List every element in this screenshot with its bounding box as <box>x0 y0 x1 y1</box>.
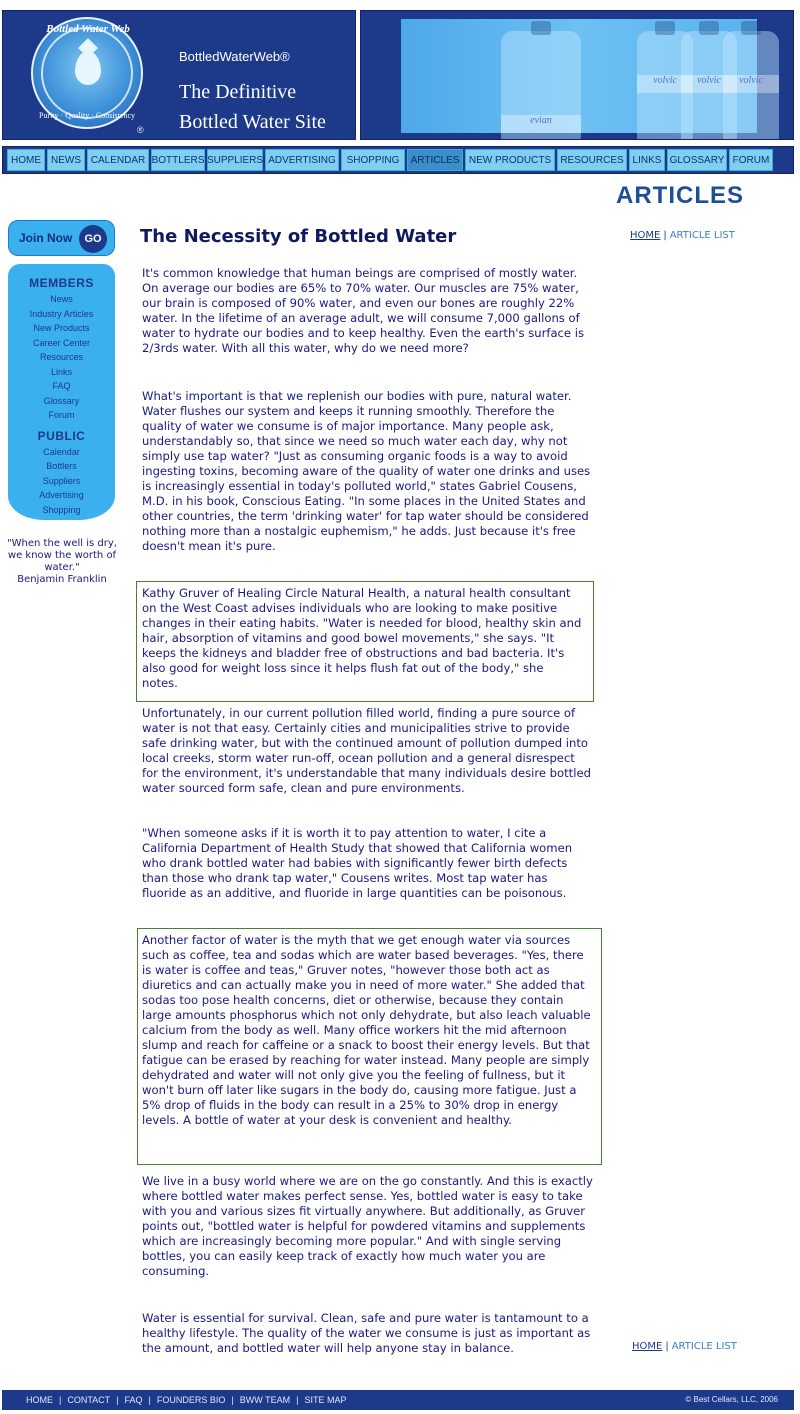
article-paragraph: "When someone asks if it is worth it to pay attention to water, I cite a California Department of Health Study that showed that California women who drank bottled water had babies with significantly fewer birth defects than those who drank tap water," Cousens writes. Most tap water has fluoride as an additive, and fluoride in large quantities can be poisonous. <box>142 826 573 900</box>
footer-separator: | <box>59 1395 62 1405</box>
hero-image-water-bottles <box>401 19 763 133</box>
quote-line: water." <box>44 562 80 573</box>
sidebar-item-suppliers[interactable]: Suppliers <box>42 475 81 486</box>
site-name: BottledWaterWeb® <box>179 49 290 64</box>
bottle-label: volvic <box>723 75 779 93</box>
site-tagline <box>179 77 326 137</box>
footer-separator: | <box>148 1395 151 1405</box>
footer-link-faq[interactable]: FAQ <box>124 1395 143 1405</box>
bottle-label: volvic <box>637 75 693 93</box>
breadcrumb-separator: | <box>663 230 667 241</box>
quote-line: "When the well is dry, <box>7 538 117 549</box>
logo-text-bottom: Purity · Quality · Consistency <box>39 111 135 120</box>
header-branding-panel <box>2 10 356 140</box>
nav-new-products[interactable]: NEW PRODUCTS <box>465 149 555 171</box>
section-title: ARTICLES <box>616 182 744 209</box>
site-header <box>0 0 800 143</box>
article-title: The Necessity of Bottled Water <box>140 226 457 247</box>
sidebar-item-new-products[interactable]: New Products <box>33 323 90 333</box>
bottle-image <box>501 31 581 140</box>
header-hero-panel <box>360 10 794 140</box>
nav-forum[interactable]: FORUM <box>729 149 773 171</box>
members-heading: MEMBERS <box>29 276 94 290</box>
article-paragraph: Another factor of water is the myth that we get enough water via sources such as coffee, tea and sodas which are water based beverages. "Yes, there is water is coffee and teas," Gruver notes, "however those both act as diuretics and can actually make you in need of more water." She added that sodas too pose health concerns, diet or otherwise, because they contain large amounts phosphorus which not only dehydrate, but also leach valuable calcium from the body as well. Many office workers hit the mid afternoon slump and reach for caffeine or a snack to boost their energy levels. But that fatigue can be erased by reaching for water instead. Many people are simply dehydrated and water will not only give you the feeling of fullness, but it won't burn off later like sugars in the body do, causing more fatigue. Just a 5% drop of fluids in the body can result in a 25% to 30% drop in energy levels. A bottle of water at your desk is convenient and healthy. <box>142 933 591 1127</box>
breadcrumb-separator: | <box>665 1341 669 1352</box>
sidebar-item-faq[interactable]: FAQ <box>52 381 71 391</box>
article-paragraph: We live in a busy world where we are on the go constantly. And this is exactly where bottled water makes perfect sense. Yes, bottled water is easy to take with you and various sizes fit virtually anywhere. But additionally, as Gruver points out, "bottled water is helpful for powdered vitamins and supplements which are increasingly becoming more popular." And with single serving bottles, you can easily keep track of exactly how much water you are consuming. <box>142 1174 593 1278</box>
sidebar-item-calendar[interactable]: Calendar <box>43 446 80 457</box>
sidebar-item-bottlers[interactable]: Bottlers <box>46 461 77 471</box>
breadcrumb-home-link[interactable]: HOME <box>630 230 661 241</box>
footer-separator: | <box>116 1395 119 1405</box>
bottle-cap <box>531 21 551 35</box>
nav-advertising[interactable]: ADVERTISING <box>265 149 339 171</box>
nav-links[interactable]: LINKS <box>629 149 665 171</box>
quote-line: we know the worth of <box>7 550 117 561</box>
sidebar-menu <box>8 264 115 520</box>
nav-home[interactable]: HOME <box>7 149 45 171</box>
sidebar-item-shopping[interactable]: Shopping <box>42 504 81 515</box>
tagline-line2: Bottled Water Site <box>179 111 326 133</box>
quote-author: Benjamin Franklin <box>17 574 107 585</box>
sidebar-item-news[interactable]: News <box>50 294 73 304</box>
logo-registered-mark: ® <box>137 125 144 135</box>
bottle-image <box>723 31 779 140</box>
footer-link-site-map[interactable]: SITE MAP <box>304 1395 347 1405</box>
footer-link-bww-team[interactable]: BWW TEAM <box>239 1395 291 1405</box>
nav-suppliers[interactable]: SUPPLIERS <box>207 149 263 171</box>
sidebar-item-advertising[interactable]: Advertising <box>39 490 84 500</box>
nav-bottlers[interactable]: BOTTLERS <box>151 149 205 171</box>
sidebar-item-industry-articles[interactable]: Industry Articles <box>29 308 94 319</box>
go-button[interactable]: GO <box>79 225 107 253</box>
sidebar-item-links[interactable]: Links <box>50 366 72 377</box>
article-paragraph: Kathy Gruver of Healing Circle Natural Health, a natural health consultant on the West Coast advises individuals who are looking to make positive changes in their eating habits. "Water is needed for blood, healthy skin and hair, absorption of vitamins and good bowel movements," she says. "It keeps the kidneys and bladder free of obstructions and bad bacteria. It's also good for weight loss since it helps flush fat out of the body," she notes. <box>142 586 582 690</box>
sidebar-item-forum[interactable]: Forum <box>48 410 75 420</box>
sidebar-quote <box>2 538 122 586</box>
footer-separator: | <box>231 1395 234 1405</box>
bottle-label: evian <box>501 115 581 133</box>
breadcrumb-article-list-link[interactable]: ARTICLE LIST <box>669 230 735 241</box>
article-paragraph: What's important is that we replenish our bodies with pure, natural water. Water flushes our system and keeps it running smoothly. Therefore the quality of water we consume is of major importance. Many people ask, understandably so, that since we need so much water each day, why not simply use tap water? "Just as consuming organic foods is a way to avoid ingesting toxins, becoming aware of the quality of water one drinks and uses is increasingly essential in today's polluted world," states Gabriel Cousens, M.D. in his book, Conscious Eating. "In some places in the United States and other countries, the term 'drinking water' for tap water should be considered nothing more than a nostalgic euphemism," he adds. Just because it's free doesn't mean it's pure. <box>142 389 591 553</box>
nav-shopping[interactable]: SHOPPING <box>341 149 405 171</box>
footer-link-home[interactable]: HOME <box>26 1395 53 1405</box>
breadcrumb-home-link[interactable]: HOME <box>632 1341 663 1352</box>
article-paragraph: Unfortunately, in our current pollution filled world, finding a pure source of water is not that easy. Certainly cities and municipalities strive to provide safe drinking water, but with the continued amount of pollution dumped into local creeks, storm water run-off, ocean pollution and a general disrespect for the environment, it's understandable that many individuals desire bottled water sourced form safe, clean and pure environments. <box>142 706 591 795</box>
logo-text-top: Bottled Water Web <box>46 23 130 35</box>
copyright-notice: © Best Cellars, LLC, 2006 <box>685 1395 778 1404</box>
public-heading: PUBLIC <box>37 428 86 443</box>
tagline-line1: The Definitive <box>179 81 297 103</box>
water-drop-icon <box>75 51 101 85</box>
sidebar-item-career-center[interactable]: Career Center <box>32 337 91 348</box>
article-paragraph: It's common knowledge that human beings are comprised of mostly water. On average our bodies are 65% to 70% water. Our muscles are 75% water, our brain is composed of 90% water, and even our bones are roughly 22% water. In the lifetime of an average adult, we will consume 7,000 gallons of water to hydrate our bodies and to keep healthy. Even the earth's surface is 2/3rds water. With all this water, why do we need more? <box>142 266 585 355</box>
footer-separator: | <box>296 1395 299 1405</box>
join-now-button[interactable] <box>8 220 115 256</box>
nav-calendar[interactable]: CALENDAR <box>87 149 149 171</box>
main-nav <box>2 146 794 174</box>
nav-glossary[interactable]: GLOSSARY <box>667 149 727 171</box>
sidebar-item-glossary[interactable]: Glossary <box>43 395 80 406</box>
breadcrumb <box>630 230 735 241</box>
footer-link-founders-bio[interactable]: FOUNDERS BIO <box>156 1395 226 1405</box>
site-footer <box>2 1390 794 1410</box>
bottle-label: volvic <box>681 75 737 93</box>
nav-resources[interactable]: RESOURCES <box>557 149 627 171</box>
nav-news[interactable]: NEWS <box>47 149 85 171</box>
footer-link-contact[interactable]: CONTACT <box>67 1395 111 1405</box>
sidebar-item-resources[interactable]: Resources <box>39 352 84 362</box>
join-now-label: Join Now <box>19 231 73 245</box>
article-paragraph: Water is essential for survival. Clean, safe and pure water is tantamount to a healthy lifestyle. The quality of the water we consume is just as important as the amount, and bottled water will help anyone stay in balance. <box>142 1311 591 1355</box>
bottle-cap <box>741 21 761 35</box>
bottle-cap <box>655 21 675 35</box>
breadcrumb-article-list-link[interactable]: ARTICLE LIST <box>671 1341 737 1352</box>
nav-articles[interactable]: ARTICLES <box>407 149 463 171</box>
breadcrumb-bottom <box>632 1341 737 1352</box>
bottle-cap <box>699 21 719 35</box>
